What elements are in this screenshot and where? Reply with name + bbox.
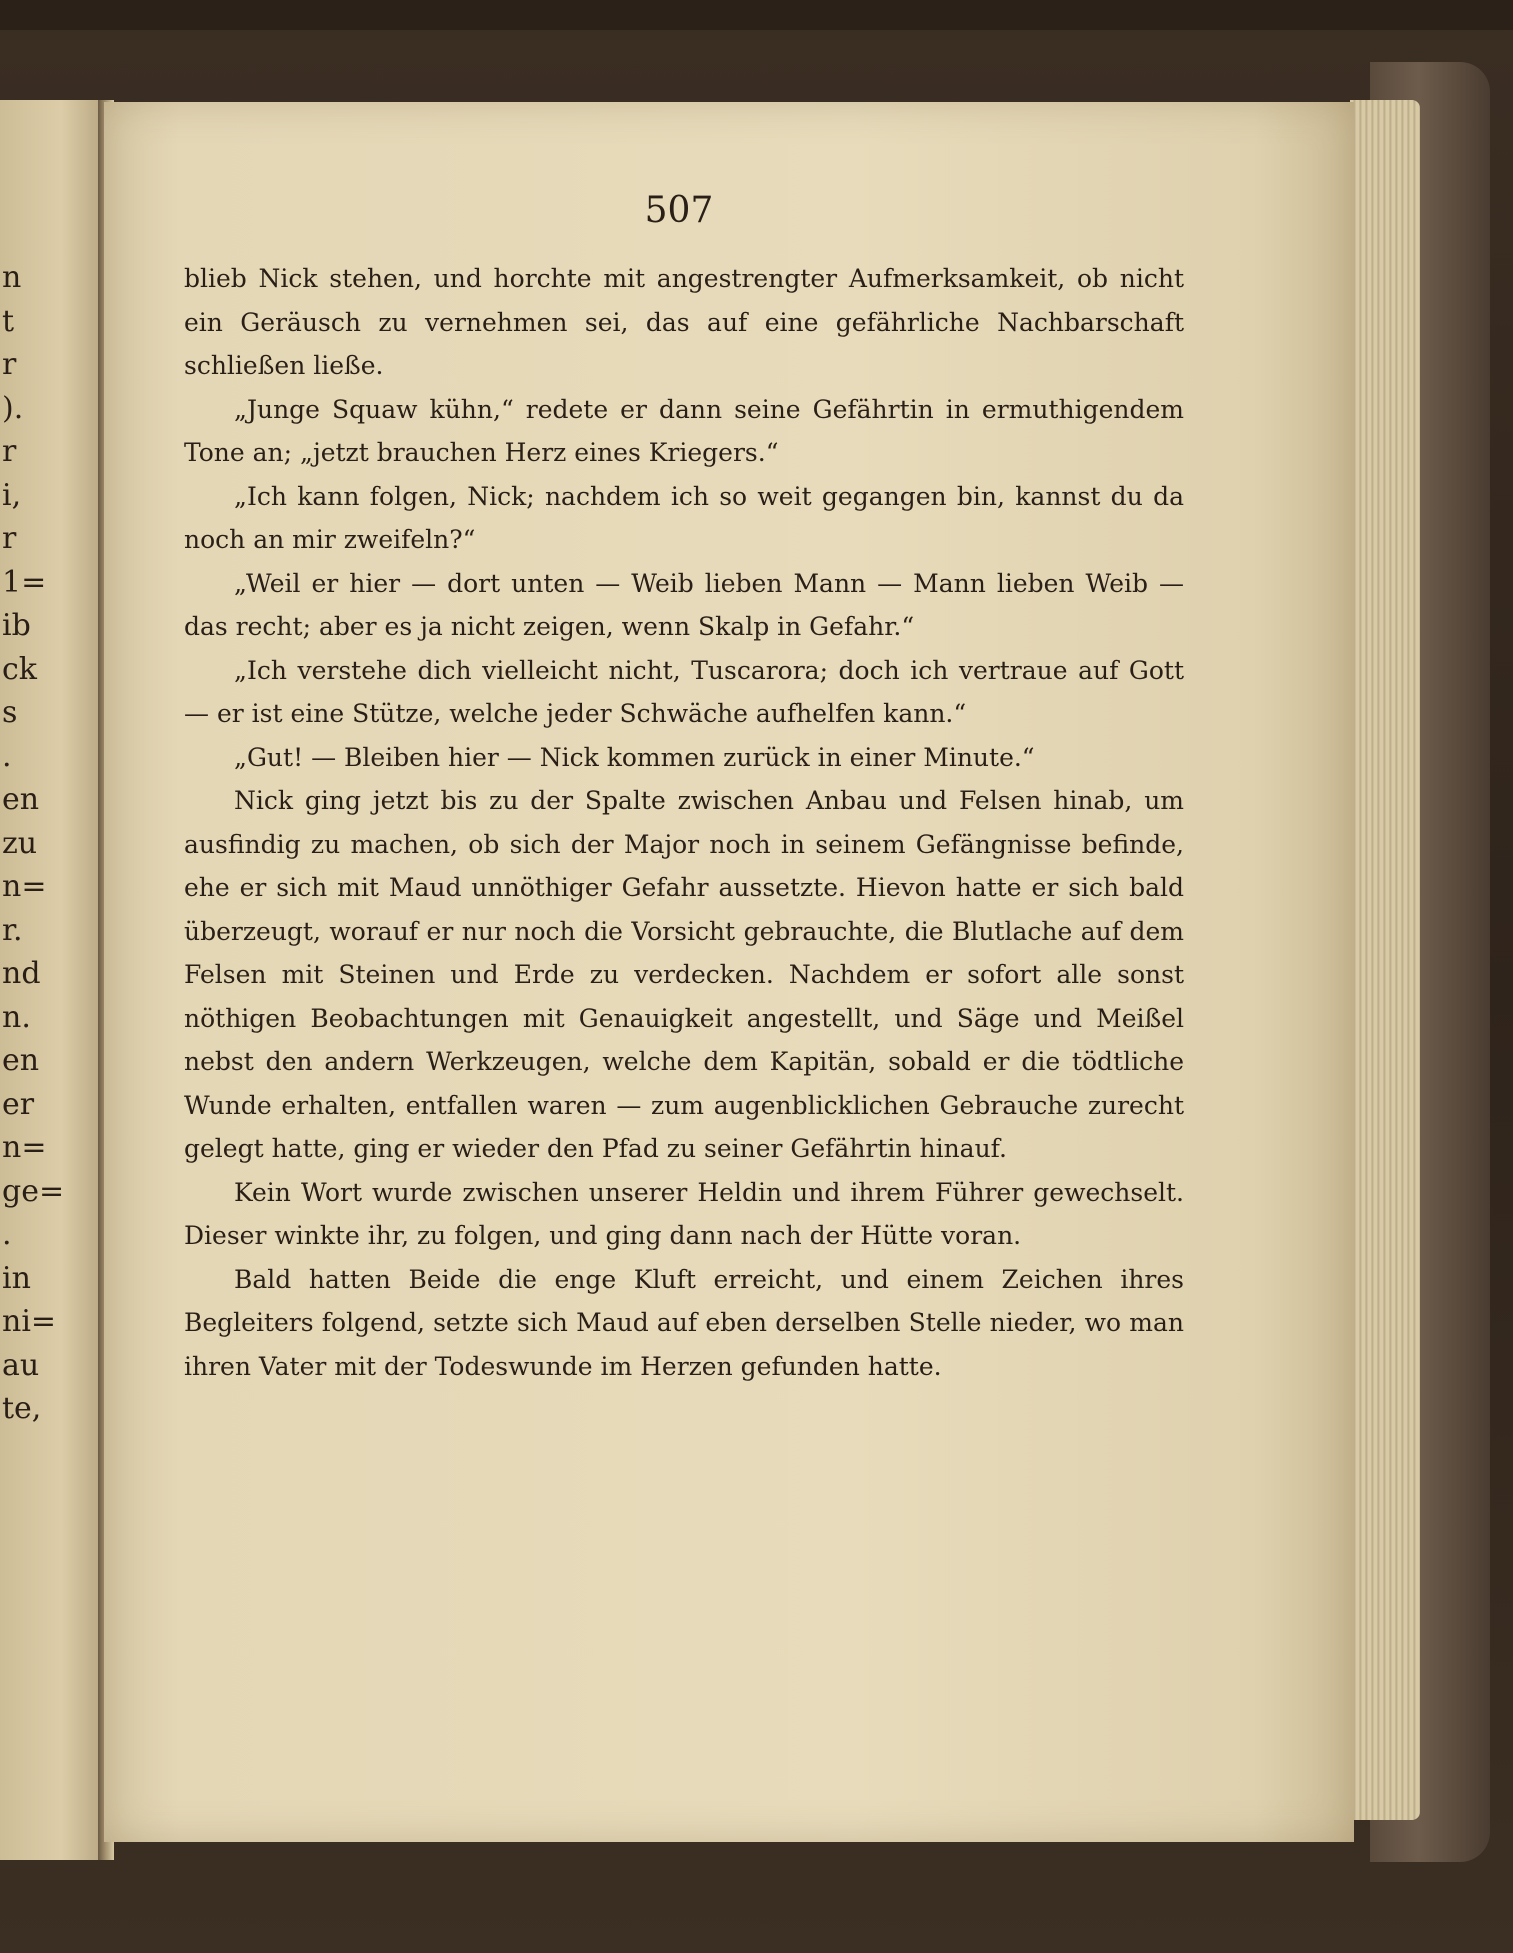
left-page-fragment: ).: [2, 390, 24, 426]
left-page-fragment: i,: [2, 477, 22, 513]
left-page-fragment: 1=: [2, 564, 47, 600]
paragraph: blieb Nick stehen, und horchte mit angestrengter Aufmerksamkeit, ob nicht ein Geräusch zu vernehmen sei, das auf eine gefährliche Nachbarschaft schließen ließe.: [184, 264, 1184, 380]
left-page-fragment: in: [2, 1260, 31, 1296]
left-page-fragment: er: [2, 1086, 35, 1122]
paragraph: „Gut! — Bleiben hier — Nick kommen zurück in einer Minute.“: [234, 742, 1035, 772]
paragraph: Nick ging jetzt bis zu der Spalte zwischen Anbau und Felsen hinab, um ausfindig zu machen, ob sich der Major noch in seinem Gefängnisse befinde, ehe er sich mit Maud unnöthiger Gefahr aussetzte. Hievon hatte er sich bald überzeugt, worauf er nur noch die Vorsicht gebrauchte, die Blutlache auf dem Felsen mit Steinen und Erde zu verdecken. Nachdem er sofort alle sonst nöthigen Beobachtungen mit Genauigkeit angestellt, und Säge und Meißel nebst den andern Werkzeugen, welche dem Kapitän, sobald er die tödtliche Wunde erhalten, entfallen waren — zum augenblicklichen Gebrauche zurecht gelegt hatte, ging er wieder den Pfad zu seiner Gefährtin hinauf.: [184, 786, 1184, 1163]
left-page-fragment: n: [2, 260, 22, 295]
paragraph: Kein Wort wurde zwischen unserer Heldin und ihrem Führer gewechselt. Dieser winkte ihr, zu folgen, und ging dann nach der Hütte voran.: [184, 1177, 1184, 1250]
left-page-fragment: te,: [2, 1391, 42, 1426]
paragraph: „Ich kann folgen, Nick; nachdem ich so weit gegangen bin, kannst du da noch an mir zweifeln?“: [184, 481, 1184, 554]
left-page-fragment: en: [2, 1043, 40, 1078]
left-page-fragment: n=: [2, 869, 47, 904]
left-page-fragment: zu: [2, 825, 38, 861]
left-page-fragment: r: [2, 521, 17, 556]
page-edges: [1350, 100, 1420, 1820]
left-page-fragment: t: [2, 303, 15, 339]
left-page-fragment: .: [2, 1217, 12, 1252]
left-page-fragment: r: [2, 434, 17, 469]
right-page: [104, 102, 1354, 1842]
left-page: [0, 100, 102, 1860]
left-page-fragment: ib: [2, 608, 31, 643]
page-text: [184, 257, 1184, 1388]
left-page-fragment: ge=: [2, 1173, 65, 1209]
left-page-fragment: ni=: [2, 1304, 57, 1339]
paragraph: „Ich verstehe dich vielleicht nicht, Tuscarora; doch ich vertraue auf Gott — er ist eine Stütze, welche jeder Schwäche aufhelfen kann.“: [184, 655, 1184, 728]
page-number: 507: [644, 190, 714, 231]
left-page-fragment: .: [2, 738, 12, 774]
paragraph: „Junge Squaw kühn,“ redete er dann seine Gefährtin in ermuthigendem Tone an; „jetzt brauchen Herz eines Kriegers.“: [184, 394, 1184, 467]
left-page-fragment: ck: [2, 651, 37, 687]
left-page-fragment: n=: [2, 1130, 47, 1165]
left-page-fragment: en: [2, 782, 40, 817]
left-page-fragment: au: [2, 1347, 40, 1383]
left-page-fragment: nd: [2, 956, 41, 991]
left-page-fragment: r.: [2, 912, 23, 948]
paragraph: „Weil er hier — dort unten — Weib lieben Mann — Mann lieben Weib — das recht; aber es ja nicht zeigen, wenn Skalp in Gefahr.“: [184, 568, 1184, 641]
left-page-fragment: n.: [2, 999, 31, 1035]
left-page-fragment: s: [2, 695, 18, 730]
paragraph: Bald hatten Beide die enge Kluft erreicht, und einem Zeichen ihres Begleiters folgend, setzte sich Maud auf eben derselben Stelle nieder, wo man ihren Vater mit der Todeswunde im Herzen gefunden hatte.: [184, 1264, 1184, 1381]
left-page-fragment: r: [2, 347, 17, 382]
